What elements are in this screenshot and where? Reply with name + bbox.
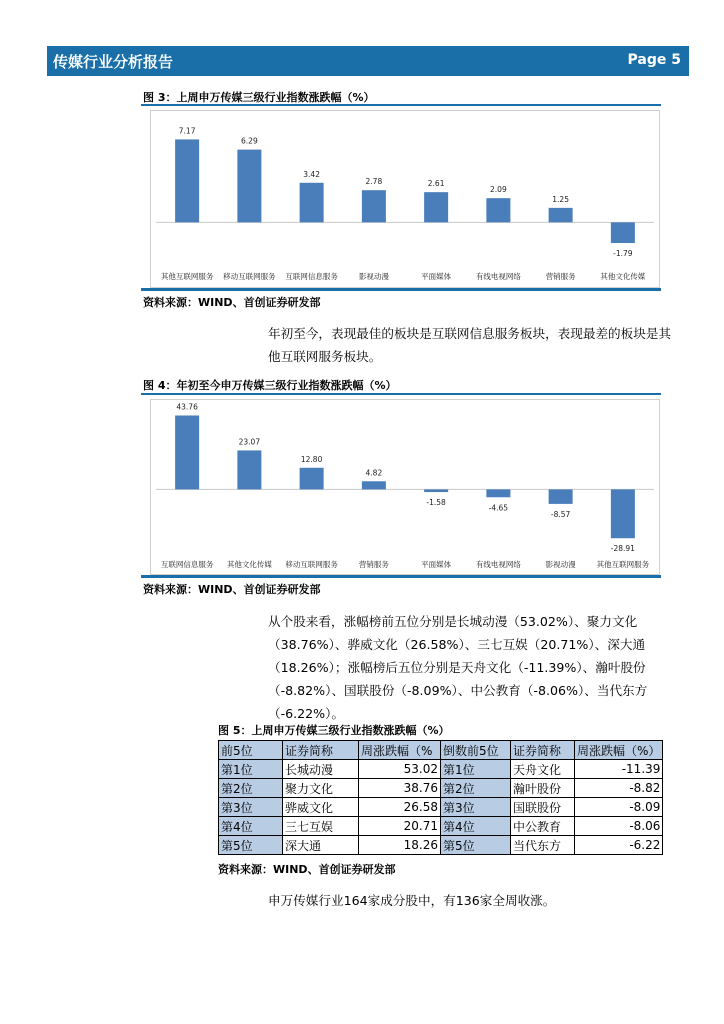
bar bbox=[175, 139, 199, 222]
table-row bbox=[219, 760, 663, 779]
table5-ranking-table bbox=[218, 740, 663, 855]
bar bbox=[362, 190, 386, 222]
fig3-bar-chart bbox=[151, 111, 659, 287]
table5-source: 资料来源：WIND、首创证券研发部 bbox=[218, 863, 396, 876]
bar bbox=[300, 468, 324, 490]
data-label: 23.07 bbox=[238, 437, 261, 447]
category-label: 营销服务 bbox=[358, 560, 389, 569]
bar bbox=[549, 208, 573, 222]
rank-cell: 第1位 bbox=[441, 760, 511, 779]
data-label: 6.29 bbox=[241, 136, 258, 146]
stock-name-cell: 中公教育 bbox=[511, 817, 575, 836]
stock-name-cell: 聚力文化 bbox=[283, 779, 359, 798]
fig4-chart-box bbox=[150, 399, 660, 575]
change-cell: 20.71 bbox=[359, 817, 441, 836]
data-label: -1.79 bbox=[613, 249, 633, 259]
stock-name-cell: 骅威文化 bbox=[283, 798, 359, 817]
bar bbox=[611, 489, 635, 538]
change-cell: -8.82 bbox=[575, 779, 663, 798]
category-label: 营销服务 bbox=[545, 272, 576, 281]
fig3-source: 资料来源：WIND、首创证券研发部 bbox=[143, 296, 321, 309]
data-label: 43.76 bbox=[176, 402, 198, 412]
bar bbox=[611, 222, 635, 243]
table-header-row bbox=[219, 741, 663, 760]
category-label: 互联网信息服务 bbox=[285, 272, 338, 281]
fig4-bottom-rule bbox=[141, 575, 661, 578]
data-label: 12.80 bbox=[300, 454, 323, 464]
data-label: 7.17 bbox=[178, 126, 196, 136]
stock-name-cell: 瀚叶股份 bbox=[511, 779, 575, 798]
bar bbox=[486, 198, 510, 222]
category-label: 互联网信息服务 bbox=[160, 560, 214, 569]
fig3-chart-box bbox=[150, 110, 660, 288]
data-label: -8.57 bbox=[550, 509, 571, 519]
bar bbox=[362, 481, 386, 489]
stock-name-cell: 深大通 bbox=[283, 836, 359, 855]
header-cell: 前5位 bbox=[219, 741, 283, 760]
paragraph-constituents: 申万传媒行业164家成分股中，有136家全周收涨。 bbox=[268, 893, 556, 908]
paragraph-year-to-date: 年初至今，表现最佳的板块是互联网信息服务板块，表现最差的板块是其他互联网服务板块。 bbox=[268, 326, 671, 364]
table5-caption: 图 5：上周申万传媒三级行业指数涨跌幅（%） bbox=[218, 724, 450, 737]
data-label: -1.58 bbox=[426, 498, 446, 508]
category-label: 其他互联网服务 bbox=[596, 560, 650, 569]
rank-cell: 第5位 bbox=[441, 836, 511, 855]
change-cell: -8.06 bbox=[575, 817, 663, 836]
report-header bbox=[47, 46, 689, 76]
table-row bbox=[219, 779, 663, 798]
category-label: 其他文化传媒 bbox=[600, 272, 646, 281]
category-label: 有线电视网络 bbox=[475, 560, 521, 569]
fig4-caption: 图 4：年初至今申万传媒三级行业指数涨跌幅（%） bbox=[143, 379, 397, 392]
fig3-top-rule bbox=[141, 104, 661, 106]
category-label: 移动互联网服务 bbox=[223, 272, 276, 281]
category-label: 移动互联网服务 bbox=[285, 560, 338, 569]
change-cell: -8.09 bbox=[575, 798, 663, 817]
stock-name-cell: 长城动漫 bbox=[283, 760, 359, 779]
paragraph-stock-ranking: 从个股来看，涨幅榜前五位分别是长城动漫（53.02%）、聚力文化（38.76%）、骅威文化（26.58%）、三七互娱（20.71%）、深大通（18.26%）；涨幅榜后五位分别是天舟文化（-11.39%）、瀚叶股份（-8.82%）、国联股份（-8.09%）、中公教育（-8.06%）、当代东方（-6.22%）。 bbox=[268, 614, 648, 721]
data-label: 1.25 bbox=[552, 194, 569, 204]
page-number: Page 5 bbox=[627, 52, 681, 68]
change-cell: 18.26 bbox=[359, 836, 441, 855]
category-label: 平面媒体 bbox=[421, 272, 452, 281]
fig3-caption: 图 3：上周申万传媒三级行业指数涨跌幅（%） bbox=[143, 91, 375, 104]
rank-cell: 第1位 bbox=[219, 760, 283, 779]
change-cell: -11.39 bbox=[575, 760, 663, 779]
header-cell: 倒数前5位 bbox=[441, 741, 511, 760]
data-label: 2.78 bbox=[365, 177, 383, 187]
rank-cell: 第5位 bbox=[219, 836, 283, 855]
bar bbox=[424, 489, 448, 492]
fig4-bar-chart bbox=[151, 400, 659, 574]
bar bbox=[486, 489, 510, 497]
data-label: -4.65 bbox=[488, 503, 509, 513]
bar bbox=[300, 183, 324, 223]
category-label: 其他文化传媒 bbox=[226, 560, 272, 569]
category-label: 影视动漫 bbox=[358, 272, 389, 281]
table-row bbox=[219, 836, 663, 855]
bar bbox=[175, 415, 199, 489]
header-cell: 证券简称 bbox=[511, 741, 575, 760]
fig4-top-rule bbox=[141, 393, 661, 395]
change-cell: 38.76 bbox=[359, 779, 441, 798]
fig4-source: 资料来源：WIND、首创证券研发部 bbox=[143, 583, 321, 596]
header-cell: 周涨跌幅（%） bbox=[575, 741, 663, 760]
data-label: 2.61 bbox=[427, 179, 445, 189]
data-label: 2.09 bbox=[490, 185, 507, 195]
bar bbox=[237, 450, 261, 489]
rank-cell: 第2位 bbox=[441, 779, 511, 798]
stock-name-cell: 当代东方 bbox=[511, 836, 575, 855]
stock-name-cell: 天舟文化 bbox=[511, 760, 575, 779]
category-label: 有线电视网络 bbox=[475, 272, 521, 281]
bar bbox=[549, 489, 573, 503]
data-label: 3.42 bbox=[303, 169, 320, 179]
category-label: 影视动漫 bbox=[545, 560, 576, 569]
rank-cell: 第3位 bbox=[441, 798, 511, 817]
fig3-bottom-rule bbox=[141, 288, 661, 291]
change-cell: 53.02 bbox=[359, 760, 441, 779]
rank-cell: 第4位 bbox=[219, 817, 283, 836]
header-cell: 证券简称 bbox=[283, 741, 359, 760]
stock-name-cell: 国联股份 bbox=[511, 798, 575, 817]
change-cell: -6.22 bbox=[575, 836, 663, 855]
table-row bbox=[219, 798, 663, 817]
category-label: 其他互联网服务 bbox=[160, 272, 214, 281]
rank-cell: 第2位 bbox=[219, 779, 283, 798]
bar bbox=[424, 192, 448, 222]
data-label: 4.82 bbox=[365, 468, 383, 478]
rank-cell: 第4位 bbox=[441, 817, 511, 836]
report-title: 传媒行业分析报告 bbox=[53, 53, 174, 71]
category-label: 平面媒体 bbox=[421, 560, 452, 569]
change-cell: 26.58 bbox=[359, 798, 441, 817]
data-label: -28.91 bbox=[610, 544, 635, 554]
bar bbox=[237, 150, 261, 223]
rank-cell: 第3位 bbox=[219, 798, 283, 817]
header-cell: 周涨跌幅（% bbox=[359, 741, 441, 760]
stock-name-cell: 三七互娱 bbox=[283, 817, 359, 836]
table-row bbox=[219, 817, 663, 836]
